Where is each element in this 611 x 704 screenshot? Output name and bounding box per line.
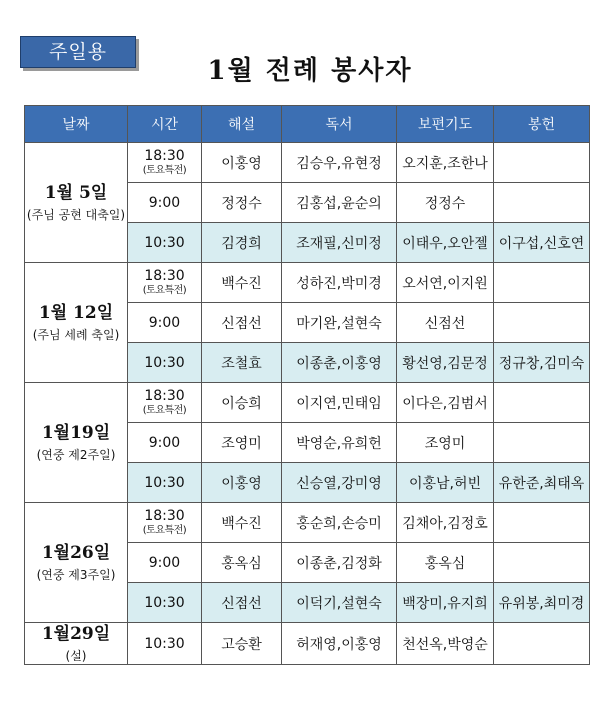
offering-cell xyxy=(494,543,590,583)
time-cell xyxy=(128,383,202,423)
time-cell xyxy=(128,263,202,303)
date-note: (주님 공현 대축일) xyxy=(26,207,126,222)
offering-cell xyxy=(494,423,590,463)
commentary-cell: 이홍영 xyxy=(202,143,282,183)
offering-cell xyxy=(494,383,590,423)
time-cell: 10:30 xyxy=(128,583,202,623)
date-cell xyxy=(25,263,128,383)
header-offering: 봉헌 xyxy=(494,106,590,143)
table-row xyxy=(25,263,590,303)
commentary-cell: 조영미 xyxy=(202,423,282,463)
time-cell: 10:30 xyxy=(128,223,202,263)
reading-cell: 성하진,박미경 xyxy=(282,263,397,303)
time-cell xyxy=(128,503,202,543)
offering-cell xyxy=(494,183,590,223)
commentary-cell: 신점선 xyxy=(202,303,282,343)
date-note: (연중 제3주일) xyxy=(36,567,116,582)
prayer-cell: 천선옥,박영순 xyxy=(397,623,494,665)
offering-cell: 유한준,최태옥 xyxy=(494,463,590,503)
prayer-cell: 이다은,김범서 xyxy=(397,383,494,423)
commentary-cell: 이승희 xyxy=(202,383,282,423)
time-cell xyxy=(128,143,202,183)
date-label: 1월 5일 xyxy=(44,182,108,203)
commentary-cell: 조철효 xyxy=(202,343,282,383)
date-note: (주님 세례 축일) xyxy=(32,327,120,342)
reading-cell: 김승우,유현정 xyxy=(282,143,397,183)
commentary-cell: 홍옥심 xyxy=(202,543,282,583)
page-title: 1월 전례 봉사자 xyxy=(207,56,413,86)
offering-cell xyxy=(494,303,590,343)
offering-cell xyxy=(494,503,590,543)
table-row xyxy=(25,383,590,423)
time-cell: 10:30 xyxy=(128,623,202,665)
time-note: (토요특전) xyxy=(142,404,187,416)
header-reading: 독서 xyxy=(282,106,397,143)
date-label: 1월19일 xyxy=(41,422,111,443)
date-label: 1월 12일 xyxy=(38,302,114,323)
table-row xyxy=(25,503,590,543)
prayer-cell: 백장미,유지희 xyxy=(397,583,494,623)
offering-cell xyxy=(494,263,590,303)
prayer-cell: 정정수 xyxy=(397,183,494,223)
date-note: (연중 제2주일) xyxy=(36,447,116,462)
commentary-cell: 이홍영 xyxy=(202,463,282,503)
header-prayer: 보편기도 xyxy=(397,106,494,143)
prayer-cell: 오서연,이지원 xyxy=(397,263,494,303)
header-commentary: 해설 xyxy=(202,106,282,143)
prayer-cell: 홍옥심 xyxy=(397,543,494,583)
time-cell: 9:00 xyxy=(128,423,202,463)
commentary-cell: 백수진 xyxy=(202,263,282,303)
time-cell: 10:30 xyxy=(128,463,202,503)
reading-cell: 마기완,설현숙 xyxy=(282,303,397,343)
time-cell: 9:00 xyxy=(128,303,202,343)
time-note: (토요특전) xyxy=(142,284,187,296)
date-label: 1월26일 xyxy=(41,542,111,563)
date-cell xyxy=(25,623,128,665)
reading-cell: 김홍섭,윤순의 xyxy=(282,183,397,223)
prayer-cell: 이홍남,허빈 xyxy=(397,463,494,503)
reading-cell: 홍순희,손승미 xyxy=(282,503,397,543)
offering-cell: 이구섭,신호연 xyxy=(494,223,590,263)
page-tag: 주일용 xyxy=(20,36,136,68)
time-cell: 9:00 xyxy=(128,543,202,583)
time-label: 18:30 xyxy=(144,268,185,285)
offering-cell: 정규창,김미숙 xyxy=(494,343,590,383)
offering-cell: 유위봉,최미경 xyxy=(494,583,590,623)
table-row xyxy=(25,623,590,665)
prayer-cell: 신점선 xyxy=(397,303,494,343)
commentary-cell: 백수진 xyxy=(202,503,282,543)
prayer-cell: 오지훈,조한나 xyxy=(397,143,494,183)
date-label: 1월29일 xyxy=(41,624,111,644)
date-cell xyxy=(25,503,128,623)
time-label: 18:30 xyxy=(144,508,185,525)
prayer-cell: 조영미 xyxy=(397,423,494,463)
header-row xyxy=(25,106,590,143)
schedule-table xyxy=(24,105,590,665)
reading-cell: 이지연,민태임 xyxy=(282,383,397,423)
reading-cell: 이덕기,설현숙 xyxy=(282,583,397,623)
reading-cell: 이종춘,김정화 xyxy=(282,543,397,583)
reading-cell: 신승열,강미영 xyxy=(282,463,397,503)
commentary-cell: 고승환 xyxy=(202,623,282,665)
time-label: 18:30 xyxy=(144,148,185,165)
commentary-cell: 신점선 xyxy=(202,583,282,623)
reading-cell: 이종춘,이홍영 xyxy=(282,343,397,383)
offering-cell xyxy=(494,623,590,665)
reading-cell: 허재영,이홍영 xyxy=(282,623,397,665)
header-date: 날짜 xyxy=(25,106,128,143)
time-label: 18:30 xyxy=(144,388,185,405)
offering-cell xyxy=(494,143,590,183)
prayer-cell: 황선영,김문정 xyxy=(397,343,494,383)
time-cell: 10:30 xyxy=(128,343,202,383)
header-time: 시간 xyxy=(128,106,202,143)
commentary-cell: 김경희 xyxy=(202,223,282,263)
date-cell xyxy=(25,143,128,263)
table-row xyxy=(25,143,590,183)
prayer-cell: 김채아,김정호 xyxy=(397,503,494,543)
date-note: (설) xyxy=(65,648,87,663)
prayer-cell: 이태우,오안젤 xyxy=(397,223,494,263)
reading-cell: 박영순,유희헌 xyxy=(282,423,397,463)
reading-cell: 조재필,신미정 xyxy=(282,223,397,263)
time-cell: 9:00 xyxy=(128,183,202,223)
time-note: (토요특전) xyxy=(142,524,187,536)
time-note: (토요특전) xyxy=(142,164,187,176)
date-cell xyxy=(25,383,128,503)
commentary-cell: 정정수 xyxy=(202,183,282,223)
